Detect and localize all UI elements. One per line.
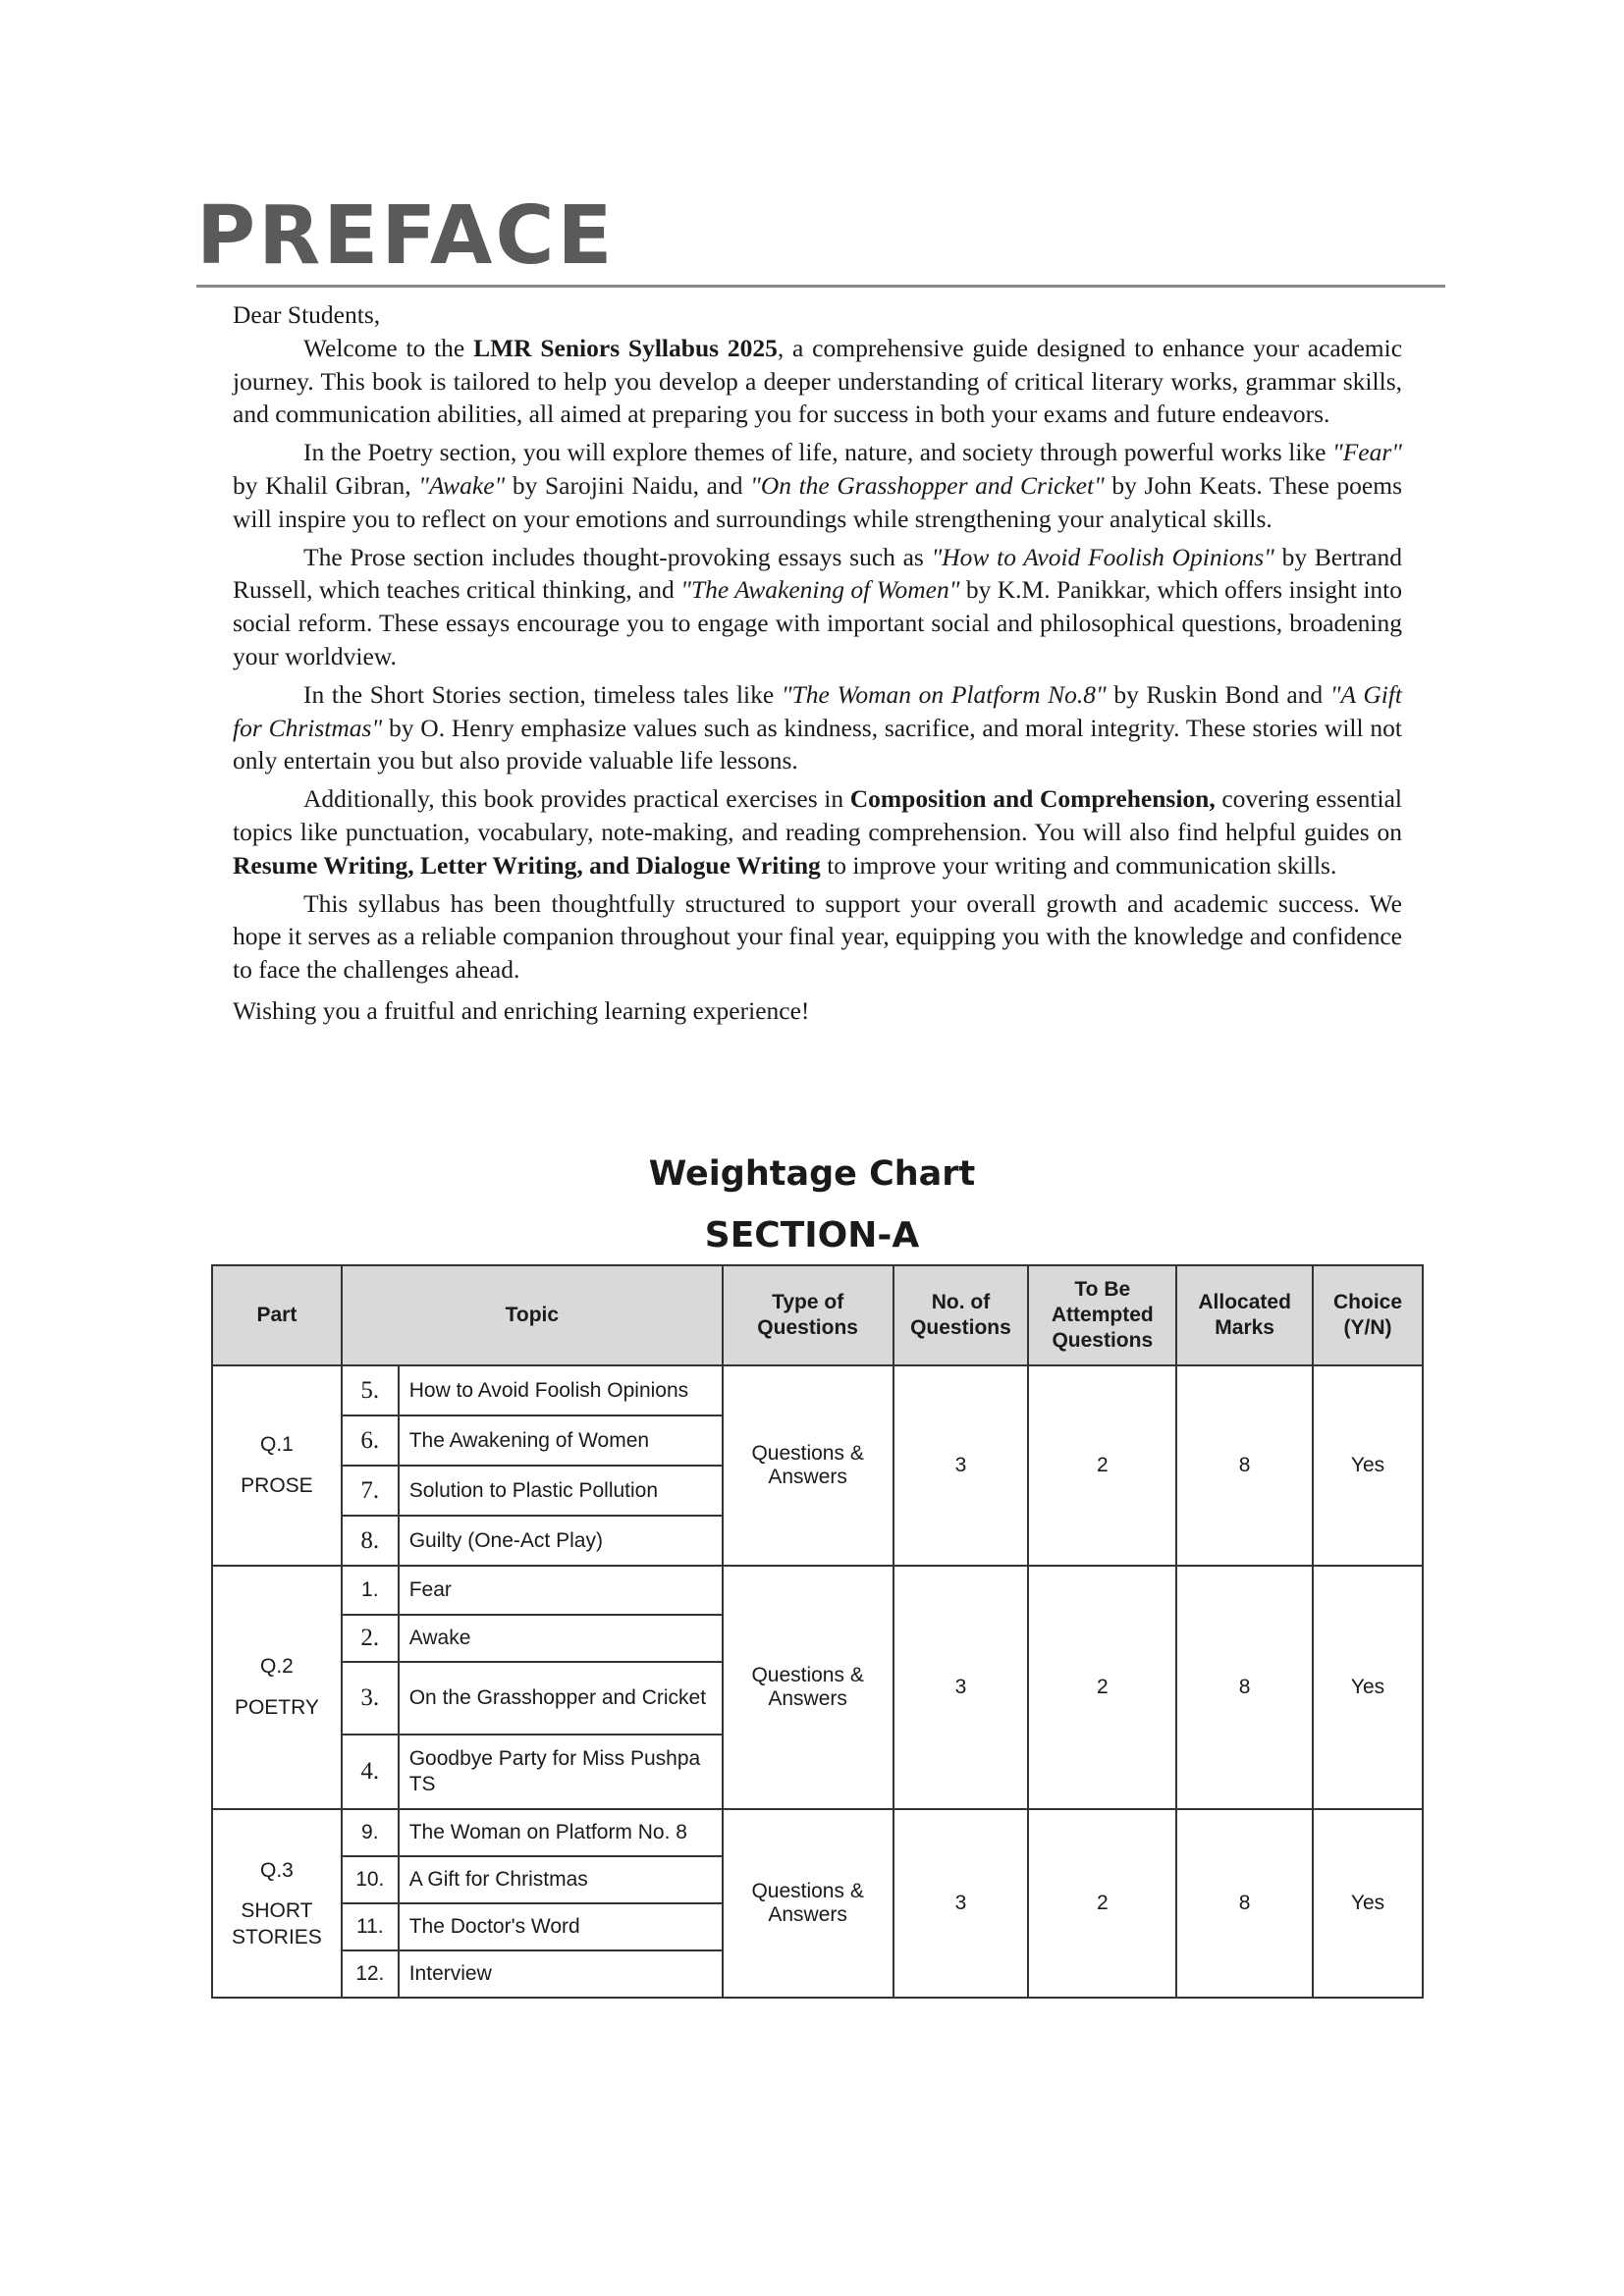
topic-number: 9. xyxy=(342,1809,399,1856)
section-title: SECTION-A xyxy=(704,1215,920,1255)
header-choice: Choice (Y/N) xyxy=(1313,1265,1423,1365)
question-type: Questions & Answers xyxy=(723,1809,893,1998)
page-title: PREFACE xyxy=(196,189,616,283)
topic-number: 5. xyxy=(342,1365,399,1415)
topic-number: 6. xyxy=(342,1415,399,1466)
allocated-marks: 8 xyxy=(1176,1566,1313,1809)
question-type: Questions & Answers xyxy=(723,1365,893,1566)
question-count: 3 xyxy=(893,1365,1029,1566)
topic-title: On the Grasshopper and Cricket xyxy=(399,1662,723,1735)
paragraph-poetry: In the Poetry section, you will explore themes of life, nature, and society through powerful works like "Fear" by Khalil Gibran, "Awake" by Sarojini Naidu, and "On the Grasshopper and Cricket" by John Keats. These poems will inspire you to reflect on your emotions and surroundings while strengthening your analytical skills. xyxy=(233,438,1402,533)
topic-title: Fear xyxy=(399,1566,723,1615)
topic-title: The Doctor's Word xyxy=(399,1903,723,1950)
topic-title: How to Avoid Foolish Opinions xyxy=(399,1365,723,1415)
table-row xyxy=(212,1365,1423,1415)
topic-title: Solution to Plastic Pollution xyxy=(399,1466,723,1516)
table-row xyxy=(212,1566,1423,1615)
topic-number: 10. xyxy=(342,1856,399,1903)
topic-number: 3. xyxy=(342,1662,399,1735)
topic-title: Awake xyxy=(399,1615,723,1662)
choice-value: Yes xyxy=(1313,1365,1423,1566)
topic-number: 8. xyxy=(342,1516,399,1566)
topic-title: Guilty (One-Act Play) xyxy=(399,1516,723,1566)
topic-title: Interview xyxy=(399,1950,723,1998)
weightage-chart-title: Weightage Chart xyxy=(648,1154,976,1194)
part-cell-poetry: Q.2 POETRY xyxy=(212,1566,342,1809)
salutation: Dear Students, xyxy=(233,300,381,329)
topic-number: 7. xyxy=(342,1466,399,1516)
topic-title: A Gift for Christmas xyxy=(399,1856,723,1903)
paragraph-structure: This syllabus has been thoughtfully structured to support your overall growth and academic success. We hope it serves as a reliable companion throughout your final year, equipping you with the knowledge and confidence to face the challenges ahead. xyxy=(233,888,1402,985)
choice-value: Yes xyxy=(1313,1809,1423,1998)
header-count: No. of Questions xyxy=(893,1265,1029,1365)
choice-value: Yes xyxy=(1313,1566,1423,1809)
question-count: 3 xyxy=(893,1809,1029,1998)
topic-number: 2. xyxy=(342,1615,399,1662)
weightage-table xyxy=(211,1264,1424,1999)
preface-body xyxy=(233,298,1402,1033)
allocated-marks: 8 xyxy=(1176,1809,1313,1998)
attempt-count: 2 xyxy=(1028,1809,1176,1998)
header-topic: Topic xyxy=(342,1265,723,1365)
question-count: 3 xyxy=(893,1566,1029,1809)
topic-number: 11. xyxy=(342,1903,399,1950)
attempt-count: 2 xyxy=(1028,1566,1176,1809)
header-part: Part xyxy=(212,1265,342,1365)
closing-line: Wishing you a fruitful and enriching learning experience! xyxy=(233,995,810,1025)
topic-number: 4. xyxy=(342,1735,399,1809)
header-marks: Allocated Marks xyxy=(1176,1265,1313,1365)
topic-title: The Woman on Platform No. 8 xyxy=(399,1809,723,1856)
table-header-row xyxy=(212,1265,1423,1365)
title-rule xyxy=(196,285,1445,288)
paragraph-short-stories: In the Short Stories section, timeless tales like "The Woman on Platform No.8" by Ruskin Bond and "A Gift for Christmas" by O. Henry emphasize values such as kindness, sacrifice, and moral integrity. These stories will not only entertain you but also provide valuable life lessons. xyxy=(233,679,1402,775)
header-type: Type of Questions xyxy=(723,1265,893,1365)
paragraph-prose: The Prose section includes thought-provoking essays such as "How to Avoid Foolish Opinions" by Bertrand Russell, which teaches critical thinking, and "The Awakening of Women" by K.M. Panikkar, which offers insight into social reform. These essays encourage you to engage with important social and philosophical questions, broadening your worldview. xyxy=(233,542,1402,670)
paragraph-intro: Welcome to the LMR Seniors Syllabus 2025, a comprehensive guide designed to enhance your academic journey. This book is tailored to help you develop a deeper understanding of critical literary works, grammar skills, and communication abilities, all aimed at preparing you for success in both your exams and future endeavors. xyxy=(233,333,1403,429)
topic-number: 12. xyxy=(342,1950,399,1998)
allocated-marks: 8 xyxy=(1176,1365,1313,1566)
part-cell-prose: Q.1 PROSE xyxy=(212,1365,342,1566)
attempt-count: 2 xyxy=(1028,1365,1176,1566)
table-row xyxy=(212,1809,1423,1856)
header-attempt: To Be Attempted Questions xyxy=(1028,1265,1176,1365)
topic-number: 1. xyxy=(342,1566,399,1615)
topic-title: Goodbye Party for Miss Pushpa TS xyxy=(399,1735,723,1809)
topic-title: The Awakening of Women xyxy=(399,1415,723,1466)
part-cell-short-stories: Q.3 SHORT STORIES xyxy=(212,1809,342,1998)
paragraph-composition: Additionally, this book provides practical exercises in Composition and Comprehension, covering essential topics like punctuation, vocabulary, note-making, and reading comprehension. You will also find helpful guides on Resume Writing, Letter Writing, and Dialogue Writing to improve your writing and communication skills. xyxy=(233,784,1402,880)
question-type: Questions & Answers xyxy=(723,1566,893,1809)
